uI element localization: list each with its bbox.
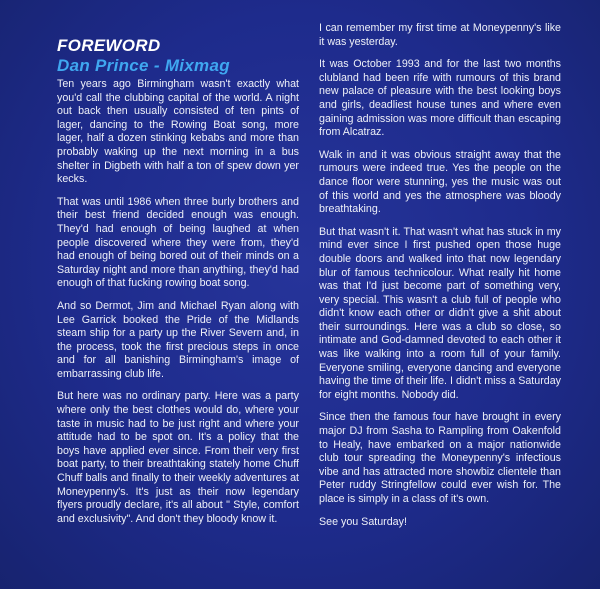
paragraph: It was October 1993 and for the last two months clubland had been rife with rumours of this brand new palace of pleasure with the best looking boys and girls, deadliest house tunes and where even gaining admission was more difficult than escaping from Alcatraz. [319, 58, 561, 139]
author-byline: Dan Prince - Mixmag [57, 56, 230, 75]
sign-off: See you Saturday! [319, 515, 407, 528]
left-column [57, 36, 299, 535]
paragraph: But here was no ordinary party. Here was a party where only the best clothes would do, where your taste in music had to be just right and where your attitude had to be spot on. It's a policy that the boys have applied ever since. From their very first boat party, to their breathtaking stately home Chuff Chuff balls and finally to their weekly adventures at Moneypenny's. It's just as their now legendary flyers proudly declare, it's all about " Style, comfort and exclusivity". And don't they bloody know it. [57, 390, 299, 525]
paragraph: Since then the famous four have brought in every major DJ from Sasha to Rampling from Oakenfold to Healy, have embarked on a major nationwide club tour spreading the Moneypenny's infectious vibe and has attracted more showbiz clientele than Peter ruddy Stringfellow could ever wish for. The place is simply in a class of it's own. [319, 411, 561, 505]
page-title: FOREWORD [57, 36, 161, 55]
right-column [319, 22, 561, 538]
paragraph: Ten years ago Birmingham wasn't exactly what you'd call the clubbing capital of the world. A night out back then usually consisted of ten pints of lager, dancing to the Rowing Boat song, more lager, half a dozen stinking kebabs and more than probably waking up the next morning in a bus shelter in Digbeth with half a ton of spew down yer kecks. [57, 78, 299, 186]
paragraph: That was until 1986 when three burly brothers and their best friend decided enough was enough. They'd had enough of being laughed at when people discovered where they were from, they'd had enough of being bored out of their minds on a Saturday night and more than anything, they'd had enough of that fucking rowing boat song. [57, 195, 299, 290]
paragraph: And so Dermot, Jim and Michael Ryan along with Lee Garrick booked the Pride of the Midlands steam ship for a party up the River Severn and, in the process, took the first precious steps in once and for all banishing Birmingham's image of embarrassing club life. [57, 299, 299, 380]
paragraph: Walk in and it was obvious straight away that the rumours were indeed true. Yes the people on the dance floor were stunning, yes the music was out of this world and yes the atmosphere was bloody breathtaking. [319, 148, 561, 216]
paragraph: I can remember my first time at Moneypenny's like it was yesterday. [319, 22, 561, 48]
paragraph: But that wasn't it. That wasn't what has stuck in my mind ever since I first pushed open those huge double doors and walked into that now legendary blur of famous technicolour. What really hit home was that I'd just become part of something very, very special. This wasn't a club full of people who didn't know each other or didn't give a shit about their surroundings. Here was a club so close, so intimate and God-damned devoted to each other it was like walking into a room full of your family. Everyone smiling, everyone dancing and everyone having the time of their life. I didn't miss a Saturday for eight months. Nobody did. [319, 225, 561, 401]
